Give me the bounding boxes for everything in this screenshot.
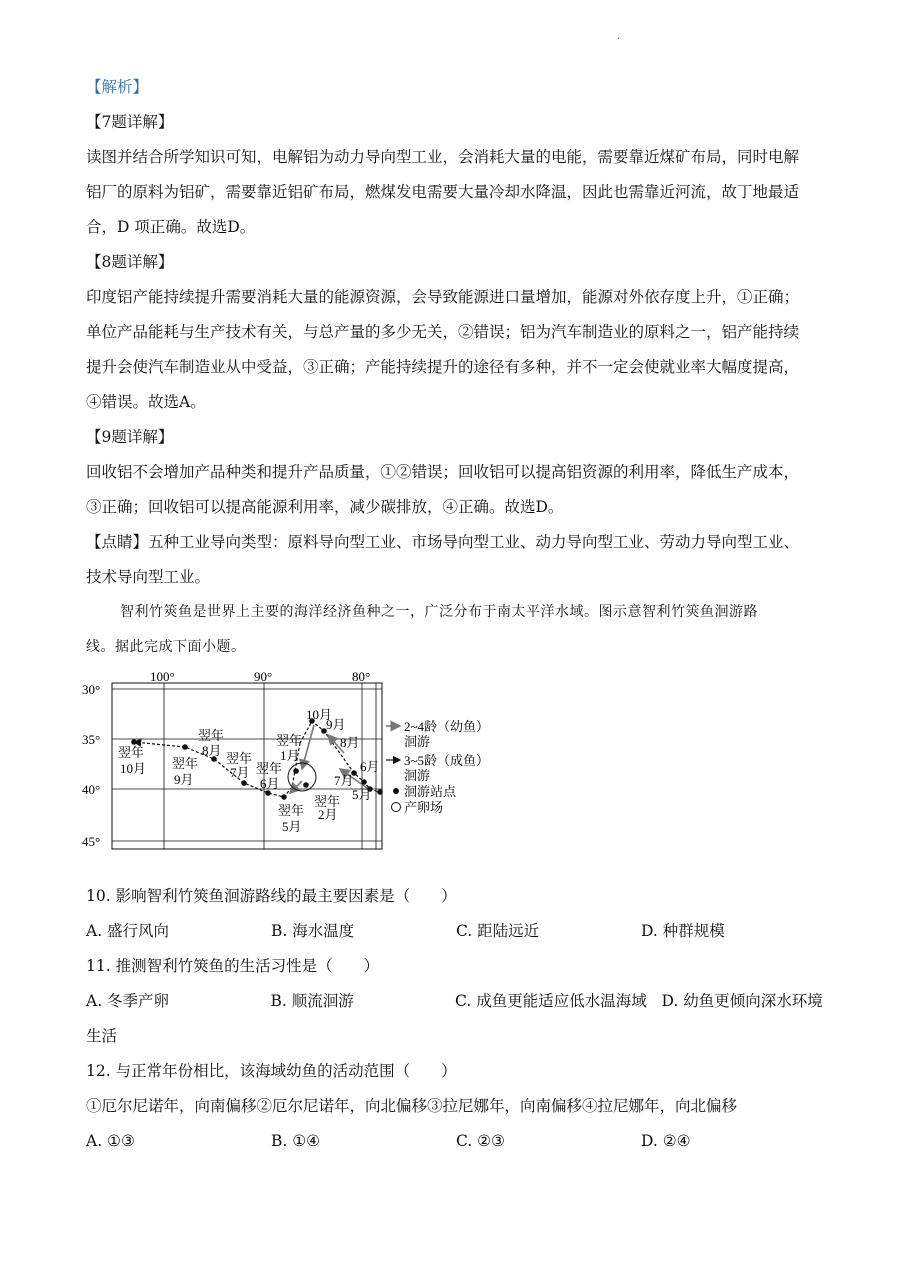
question-11-continuation: 生活 [86, 1027, 118, 1045]
lon-label: 100° [150, 669, 175, 684]
migration-map [82, 669, 846, 879]
legend-site: 洄游站点 [404, 784, 457, 799]
map-svg [78, 669, 498, 869]
spawn-legend-circle [392, 803, 401, 812]
q7-line: 铝厂的原料为铝矿，需要靠近铝矿布局，燃煤发电需要大量冷却水降温，因此也需靠近河流，故丁地最适 [86, 183, 800, 201]
option-a[interactable]: A. 冬季产卵 [86, 992, 170, 1010]
station-label: 翌年 [256, 761, 283, 776]
map-legend [386, 719, 489, 815]
station-label: 1月 [280, 748, 300, 763]
question-12-statements: ①厄尔尼诺年，向南偏移②厄尔尼诺年，向北偏移③拉尼娜年，向南偏移④拉尼娜年，向北偏移 [86, 1097, 738, 1115]
station-dot [377, 789, 383, 795]
station-label: 翌年 [314, 794, 341, 809]
lon-label: 90° [254, 669, 273, 684]
stem-line: 智利竹筴鱼是世界上主要的海洋经济鱼种之一，广泛分布于南太平洋水域。图示意智利竹筴鱼洄游路 [120, 604, 758, 620]
analysis-label[interactable]: 【解析】 [86, 78, 149, 96]
station-dot [281, 794, 287, 800]
q9-title: 【9题详解】 [86, 428, 174, 446]
station-label: 翌年 [198, 728, 225, 743]
q8-line: 单位产品能耗与生产技术有关，与总产量的多少无关，②错误；铝为汽车制造业的原料之一，铝产能持续 [86, 323, 800, 341]
station-label: 翌年 [172, 756, 199, 771]
station-label: 6月 [360, 759, 380, 774]
question-11-options [86, 984, 846, 1019]
station-label: 5月 [352, 787, 372, 802]
document-body [82, 70, 846, 1159]
station-dot [303, 782, 309, 788]
station-label: 8月 [340, 735, 360, 750]
question-10-stem: 10. 影响智利竹筴鱼洄游路线的最主要因素是（ ） [86, 887, 457, 905]
question-12-options [86, 1124, 846, 1159]
lat-label: 30° [82, 682, 101, 697]
q8-title: 【8题详解】 [86, 253, 174, 271]
lat-label: 35° [82, 732, 101, 747]
stem-line: 线。据此完成下面小题。 [86, 639, 246, 655]
station-label: 2月 [318, 807, 338, 822]
station-dot [131, 739, 137, 745]
option-c[interactable]: C. ②③ [456, 1132, 505, 1150]
tip-line [86, 525, 846, 560]
q9-line: ③正确；回收铝可以提高能源利用率，减少碳排放，④正确。故选D。 [86, 498, 564, 516]
option-c[interactable]: C. 成鱼更能适应低水温海域 [455, 992, 647, 1010]
q9-line: 回收铝不会增加产品种类和提升产品质量，①②错误；回收铝可以提高铝资源的利用率，降低生产成本， [86, 463, 800, 481]
q7-line: 读图并结合所学知识可知，电解铝为动力导向型工业，会消耗大量的电能，需要靠近煤矿布局，同时电解 [86, 148, 800, 166]
station-label: 5月 [282, 819, 302, 834]
option-d[interactable]: D. ②④ [641, 1132, 691, 1150]
option-d[interactable]: D. 种群规模 [641, 922, 725, 940]
station-dot [241, 780, 247, 786]
tip-label: 【点睛】 [86, 533, 149, 551]
station-label: 10月 [306, 707, 333, 722]
station-dot [293, 768, 299, 774]
station-label: 8月 [202, 743, 222, 758]
legend-juvenile: 洄游 [404, 734, 431, 749]
site-legend-dot [393, 788, 399, 794]
station-labels [118, 707, 380, 834]
station-label: 7月 [334, 773, 354, 788]
station-label: 翌年 [226, 751, 253, 766]
tip-line-2: 技术导向型工业。 [86, 568, 211, 586]
legend-adult: 洄游 [404, 768, 431, 783]
station-label: 6月 [260, 776, 280, 791]
q8-line: 印度铝产能持续提升需要消耗大量的能源资源，会导致能源进口量增加，能源对外依存度上升，①正确； [86, 288, 800, 306]
q8-line: 提升会使汽车制造业从中受益，③正确；产能持续提升的途径有多种，并不一定会使就业率大幅度提高， [86, 358, 800, 376]
legend-adult: 3~5龄（成鱼） [404, 753, 490, 768]
option-c[interactable]: C. 距陆远近 [456, 922, 540, 940]
tip-text: 五种工业导向类型：原料导向型工业、市场导向型工业、动力导向型工业、劳动力导向型工业、 [148, 533, 800, 551]
option-a[interactable]: A. 盛行风向 [86, 922, 170, 940]
station-label: 9月 [326, 717, 346, 732]
option-b[interactable]: B. ①④ [271, 1132, 321, 1150]
legend-spawn: 产卵场 [404, 800, 444, 815]
station-label: 7月 [230, 765, 250, 780]
station-label: 翌年 [278, 803, 305, 818]
juvenile-route [302, 725, 314, 769]
header-dot: · [617, 34, 621, 45]
question-11-stem: 11. 推测智利竹筴鱼的生活习性是（ ） [86, 957, 380, 975]
option-d[interactable]: D. 幼鱼更倾向深水环境 [661, 992, 823, 1010]
question-12-stem: 12. 与正常年份相比，该海域幼鱼的活动范围（ ） [86, 1062, 457, 1080]
lon-label: 80° [352, 669, 371, 684]
station-label: 10月 [120, 761, 147, 776]
station-label: 翌年 [118, 745, 145, 760]
station-label: 翌年 [276, 733, 303, 748]
option-b[interactable]: B. 顺流洄游 [270, 992, 354, 1010]
question-10-options [86, 914, 846, 949]
option-b[interactable]: B. 海水温度 [271, 922, 355, 940]
q8-line: ④错误。故选A。 [86, 393, 206, 411]
station-dot [265, 790, 271, 796]
q7-line: 合，D 项正确。故选D。 [86, 218, 256, 236]
station-dot [361, 779, 367, 785]
option-a[interactable]: A. ①③ [86, 1132, 135, 1150]
station-label: 9月 [174, 772, 194, 787]
legend-juvenile: 2~4龄（幼鱼） [404, 719, 490, 734]
q7-title: 【7题详解】 [86, 113, 174, 131]
station-dot [182, 744, 188, 750]
lat-label: 40° [82, 782, 101, 797]
lat-label: 45° [82, 834, 101, 849]
